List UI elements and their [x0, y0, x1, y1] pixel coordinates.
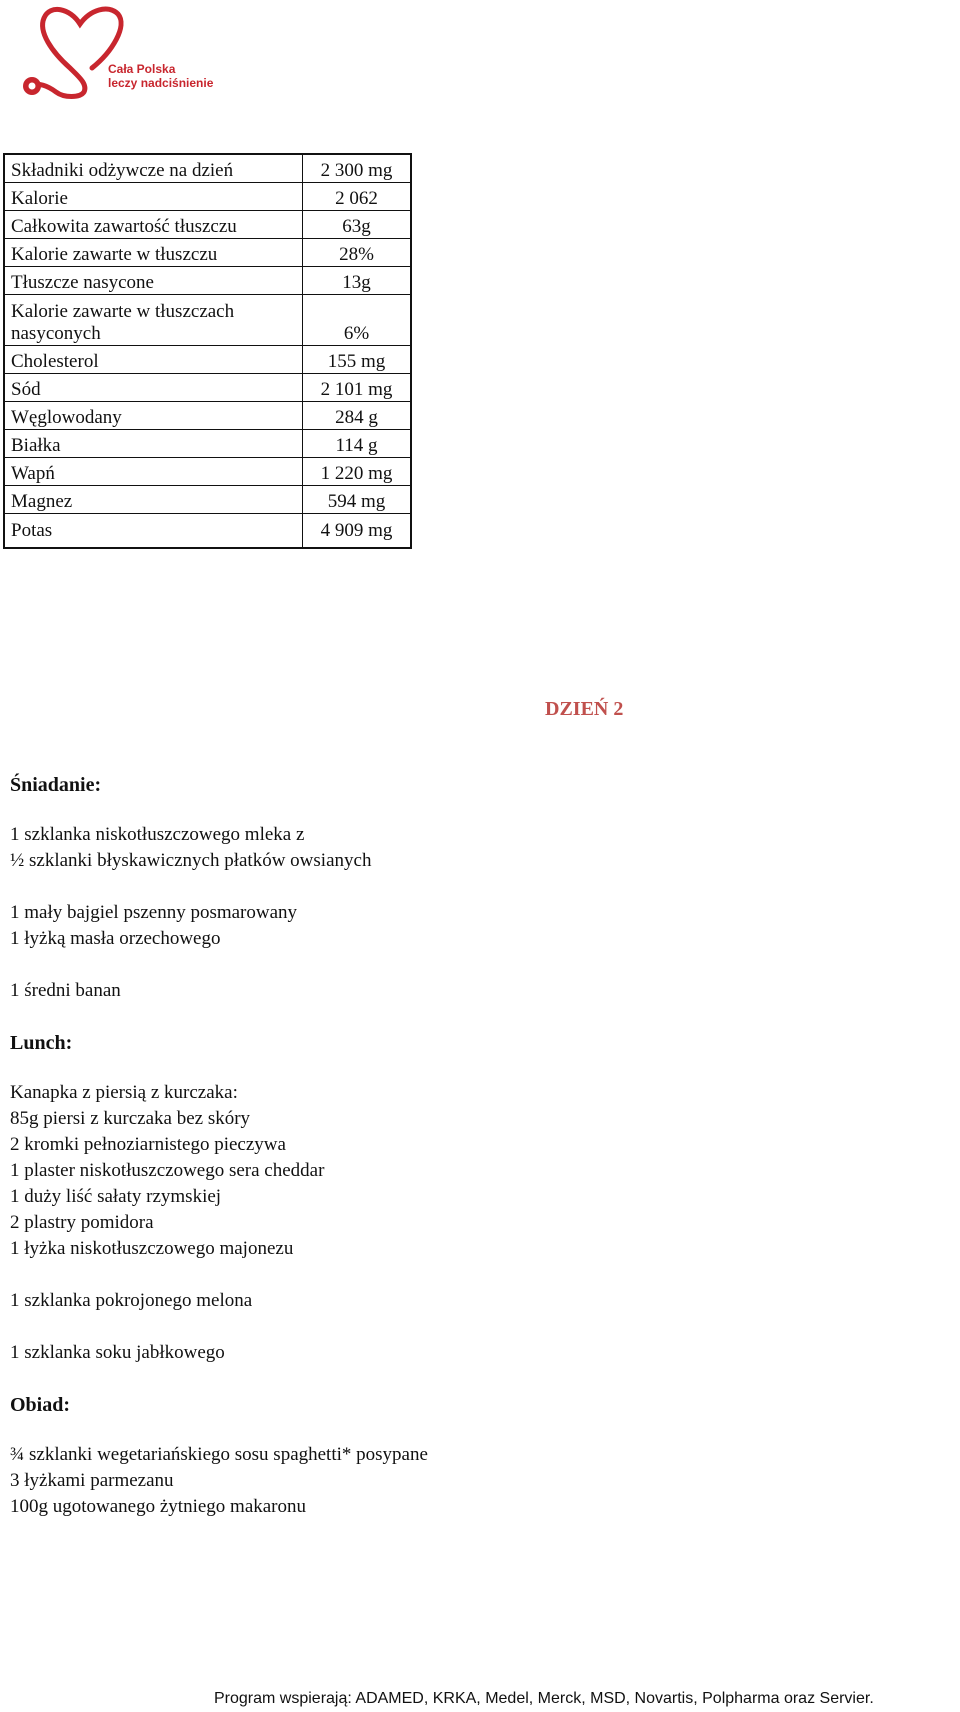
sponsors-footer: Program wspierają: ADAMED, KRKA, Medel, Merck, MSD, Novartis, Polpharma oraz Servier.	[214, 1690, 874, 1707]
nutrient-name: Cholesterol	[4, 346, 303, 374]
nutrition-table	[3, 153, 412, 549]
nutrient-value: 13g	[303, 267, 412, 295]
nutrient-value: 2 062	[303, 183, 412, 211]
list-item-line: Kanapka z piersią z kurczaka:	[10, 1082, 238, 1103]
list-item-line: ¾ szklanki wegetariańskiego sosu spaghetti* posypane	[10, 1444, 428, 1465]
nutrient-name: Kalorie zawarte w tłuszczu	[4, 239, 303, 267]
logo-text	[108, 62, 213, 90]
list-item-line: 2 kromki pełnoziarnistego pieczywa	[10, 1134, 286, 1155]
table-row	[4, 514, 411, 549]
list-item-line: 2 plastry pomidora	[10, 1212, 154, 1233]
table-row	[4, 402, 411, 430]
lunch-heading: Lunch:	[10, 1032, 73, 1054]
nutrient-name-line-2: nasyconych	[11, 323, 101, 344]
list-item-line: 85g piersi z kurczaka bez skóry	[10, 1108, 251, 1129]
nutrient-value: 284 g	[303, 402, 412, 430]
list-item-line: 1 duży liść sałaty rzymskiej	[10, 1186, 222, 1207]
nutrient-value: 28%	[303, 239, 412, 267]
list-item-line: 1 łyżką masła orzechowego	[10, 928, 221, 949]
list-item	[10, 1340, 630, 1366]
table-row	[4, 154, 411, 183]
nutrient-name: Węglowodany	[4, 402, 303, 430]
table-row	[4, 239, 411, 267]
nutrient-value: 63g	[303, 211, 412, 239]
nutrient-value: 4 909 mg	[303, 514, 412, 549]
table-row	[4, 486, 411, 514]
list-item-line: ½ szklanki błyskawicznych płatków owsianych	[10, 850, 372, 871]
breakfast-heading: Śniadanie:	[10, 774, 102, 796]
nutrient-name: Potas	[4, 514, 303, 549]
list-item-line: 1 plaster niskotłuszczowego sera cheddar	[10, 1160, 325, 1181]
nutrient-value: 2 101 mg	[303, 374, 412, 402]
nutrient-name: Kalorie	[4, 183, 303, 211]
list-item	[10, 900, 630, 952]
table-row	[4, 430, 411, 458]
nutrient-value: 114 g	[303, 430, 412, 458]
nutrient-value: 6%	[303, 295, 412, 346]
dinner-heading: Obiad:	[10, 1394, 71, 1416]
nutrient-name: Magnez	[4, 486, 303, 514]
nutrient-name: Białka	[4, 430, 303, 458]
nutrient-value: 155 mg	[303, 346, 412, 374]
list-item-line: 3 łyżkami parmezanu	[10, 1470, 174, 1491]
nutrient-name: Tłuszcze nasycone	[4, 267, 303, 295]
table-row	[4, 346, 411, 374]
logo-line-1: Cała Polska	[108, 62, 176, 76]
table-row	[4, 183, 411, 211]
nutrient-value: 2 300 mg	[303, 154, 412, 183]
nutrient-name	[4, 295, 303, 346]
meal-plan	[10, 772, 630, 1546]
list-item	[10, 1080, 630, 1262]
list-item	[10, 1288, 630, 1314]
nutrient-value: 594 mg	[303, 486, 412, 514]
list-item-line: 1 łyżka niskotłuszczowego majonezu	[10, 1238, 294, 1259]
nutrient-name-line-1: Kalorie zawarte w tłuszczach	[11, 301, 235, 322]
table-row	[4, 295, 411, 346]
list-item-line: 1 szklanka niskotłuszczowego mleka z	[10, 824, 305, 845]
list-item	[10, 1442, 630, 1520]
list-item-line: 1 średni banan	[10, 980, 121, 1001]
table-row	[4, 458, 411, 486]
table-row	[4, 267, 411, 295]
logo	[8, 2, 228, 102]
list-item	[10, 822, 630, 874]
list-item-line: 100g ugotowanego żytniego makaronu	[10, 1496, 307, 1517]
table-row	[4, 374, 411, 402]
list-item	[10, 978, 630, 1004]
table-row	[4, 211, 411, 239]
nutrient-name: Sód	[4, 374, 303, 402]
nutrient-name: Całkowita zawartość tłuszczu	[4, 211, 303, 239]
list-item-line: 1 mały bajgiel pszenny posmarowany	[10, 902, 298, 923]
list-item-line: 1 szklanka soku jabłkowego	[10, 1342, 225, 1363]
nutrient-value: 1 220 mg	[303, 458, 412, 486]
day-title: DZIEŃ 2	[545, 698, 624, 720]
nutrient-name: Składniki odżywcze na dzień	[4, 154, 303, 183]
list-item-line: 1 szklanka pokrojonego melona	[10, 1290, 253, 1311]
logo-line-2: leczy nadciśnienie	[108, 76, 214, 90]
nutrient-name: Wapń	[4, 458, 303, 486]
